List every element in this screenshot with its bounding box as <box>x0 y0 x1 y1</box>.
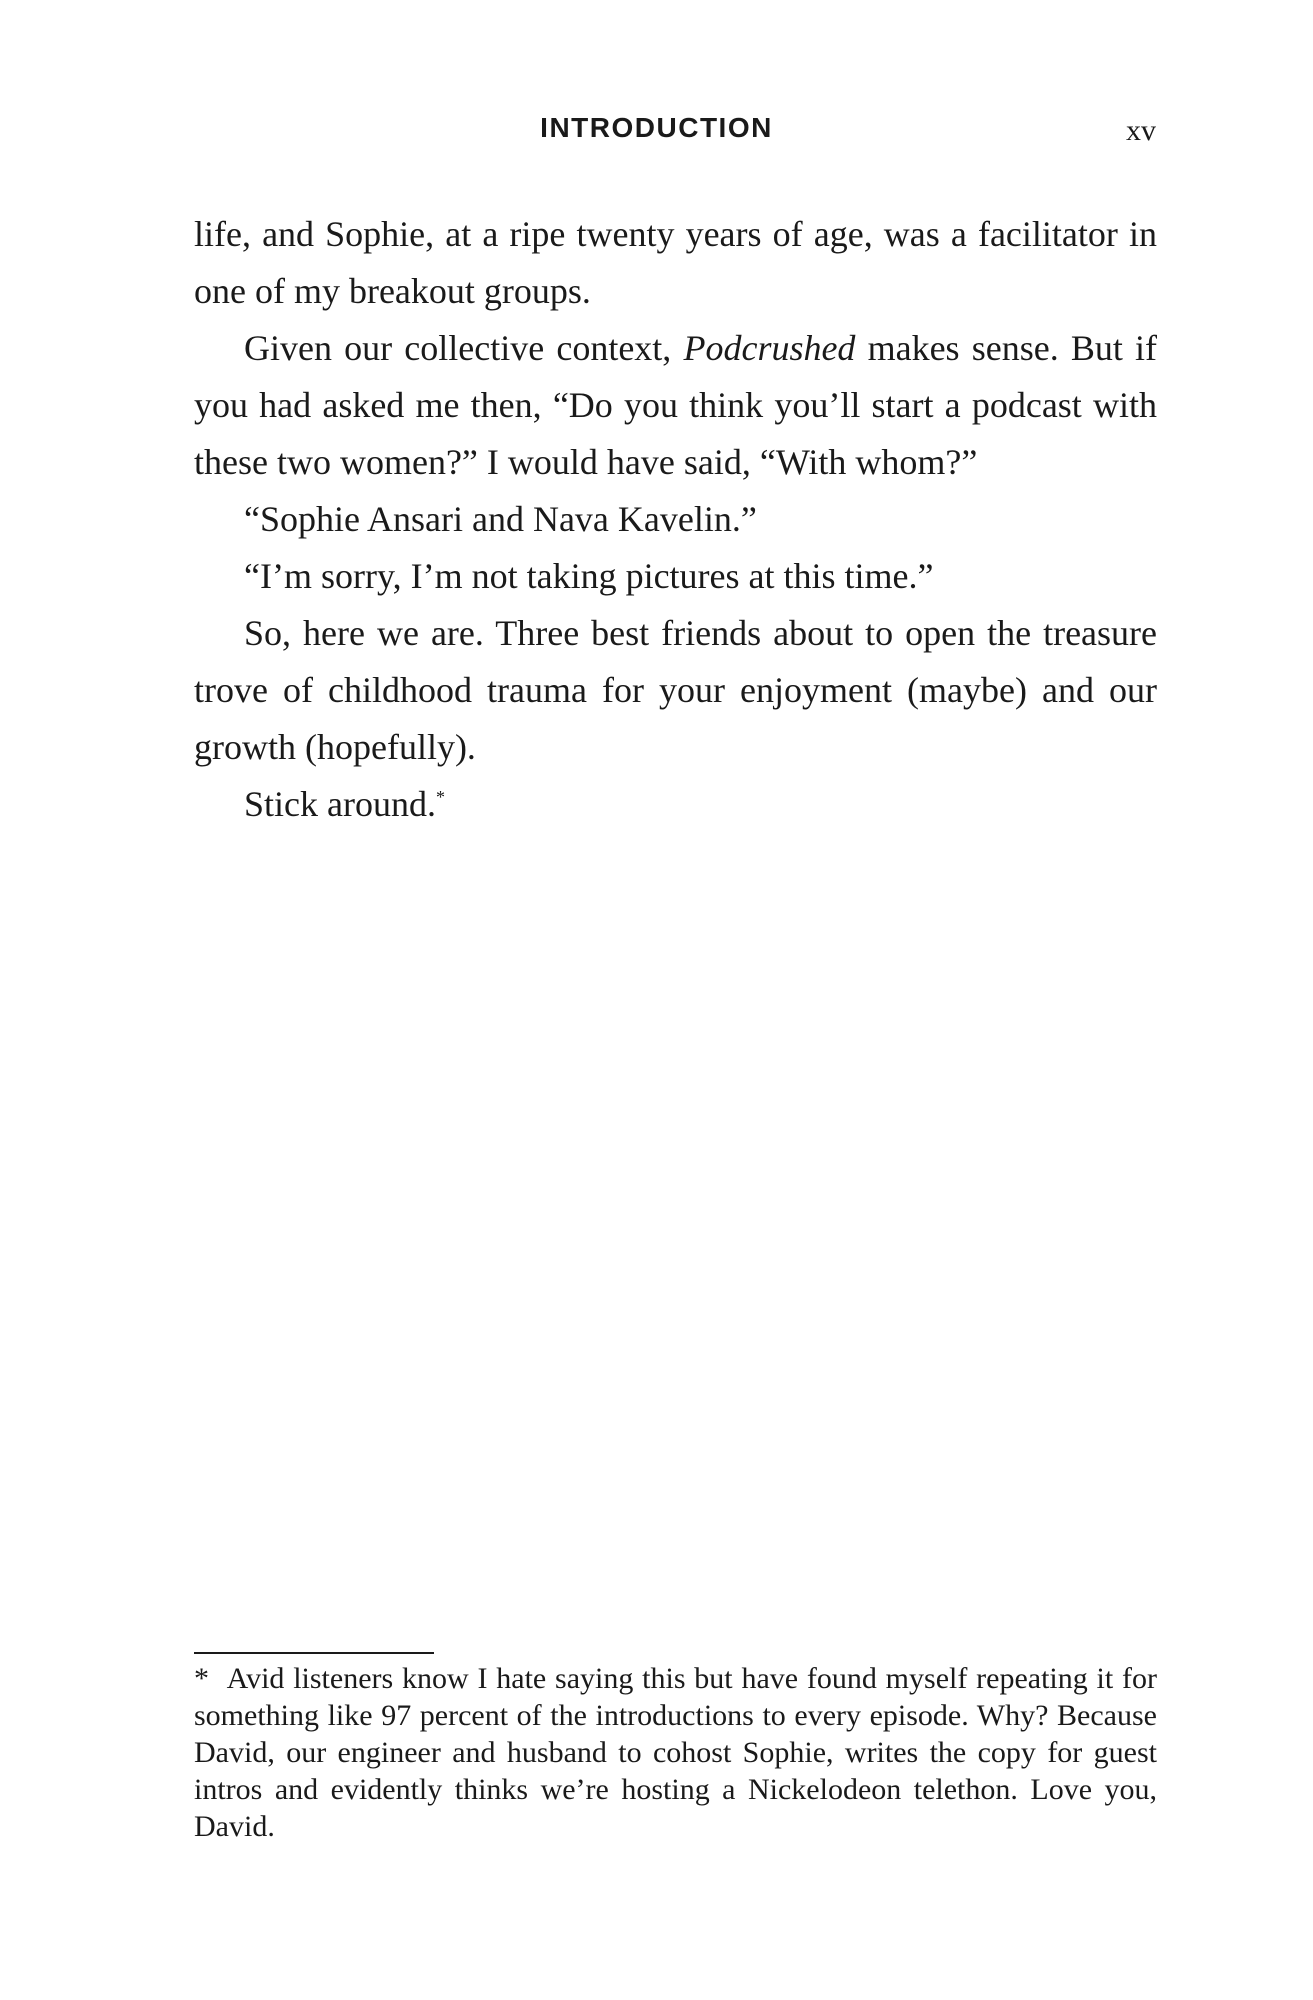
footnote-text: Avid listeners know I hate saying this but have found myself repeating it for something like 97 percent of the introductions to every episode. Why? Because David, our engineer and husband to cohost Sophie, writes the copy for guest intros and evidently thinks we’re hosting a Nickelodeon telethon. Love you, David. <box>194 1662 1158 1843</box>
paragraph-2-start: Given our collective context, <box>244 328 684 368</box>
running-head <box>0 112 1313 152</box>
paragraph-1: life, and Sophie, at a ripe twenty years of age, was a facilitator in one of my breakout groups. <box>194 214 1157 311</box>
paragraph-4: “I’m sorry, I’m not taking pictures at this time.” <box>244 556 934 596</box>
paragraph-3: “Sophie Ansari and Nava Kavelin.” <box>244 499 757 539</box>
paragraph-2-end: makes sense. But if you had asked me then, “Do you think you’ll start a podcast with these two women?” I would have said, “With whom?” <box>194 328 1157 482</box>
footnote-reference-mark: * <box>435 787 445 807</box>
paragraph-6 <box>194 776 1157 833</box>
footnote-rule <box>194 1652 434 1654</box>
page-number: xv <box>1126 114 1156 147</box>
footnote-marker: * <box>194 1662 209 1695</box>
body-text <box>194 206 1157 833</box>
section-title: INTRODUCTION <box>540 112 773 143</box>
paragraph-5: So, here we are. Three best friends about to open the treasure trove of childhood trauma for your enjoyment (maybe) and our growth (hopefully). <box>194 613 1157 767</box>
paragraph-2 <box>194 320 1157 491</box>
book-title-italic: Podcrushed <box>683 328 856 368</box>
footnote <box>194 1660 1157 1845</box>
paragraph-6-text: Stick around. <box>244 784 436 824</box>
